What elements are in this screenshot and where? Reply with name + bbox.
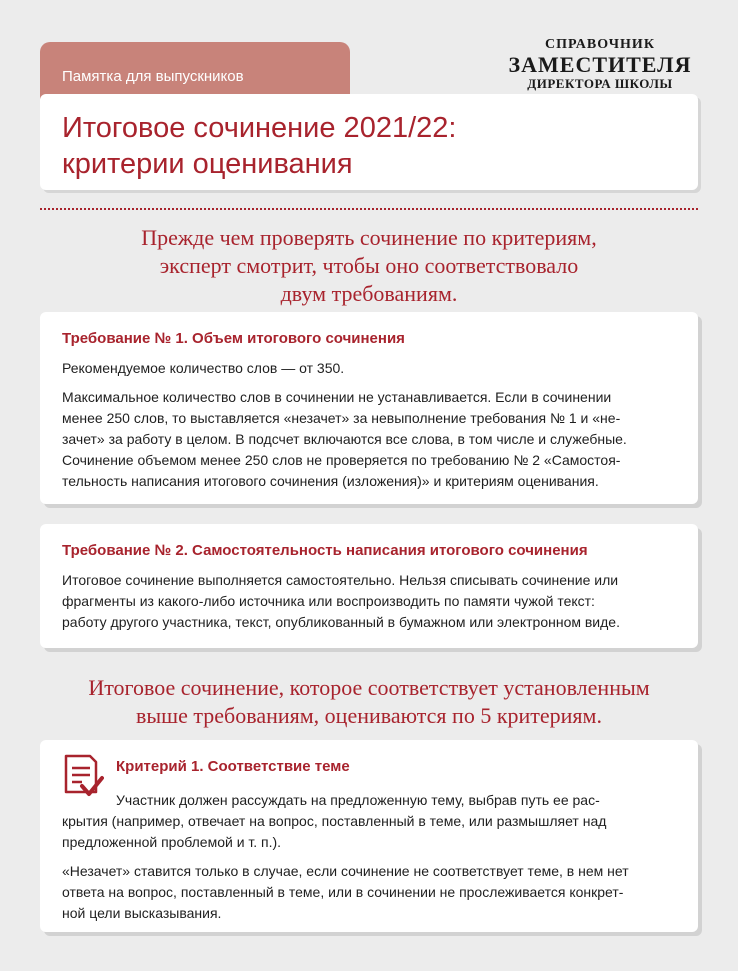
checklist-icon <box>62 754 104 800</box>
header-tab <box>40 42 350 102</box>
criterion1-para2 <box>62 861 676 924</box>
requirement2-para-line: Итоговое сочинение выполняется самостоятельно. Нельзя списывать сочинение или <box>62 572 619 588</box>
requirement1-para1: Рекомендуемое количество слов — от 350. <box>62 360 345 376</box>
requirement2-para-line: фрагменты из какого-либо источника или воспроизводить по памяти чужой текст: <box>62 593 595 609</box>
requirement1-para2-line: менее 250 слов, то выставляется «незачет» за невыполнение требования № 1 и «не- <box>62 410 621 426</box>
requirement2-para-line: работу другого участника, текст, опубликованный в бумажном или электронном виде. <box>62 614 620 630</box>
brand-line1: СПРАВОЧНИК <box>545 37 655 52</box>
brand-line3: ДИРЕКТОРА ШКОЛЫ <box>527 76 673 91</box>
criteria-intro-line2: выше требованиям, оцениваются по 5 критериям. <box>136 703 602 728</box>
intro-line1: Прежде чем проверять сочинение по критериям, <box>141 225 597 250</box>
criterion1-para1-line: Участник должен рассуждать на предложенную тему, выбрав путь ее рас- <box>116 792 600 808</box>
header-tab-label: Памятка для выпускников <box>62 68 244 85</box>
criterion1-para2-line: ной цели высказывания. <box>62 905 222 921</box>
requirement1-title: Требование № 1. Объем итогового сочинения <box>62 330 405 347</box>
intro-text <box>40 224 698 308</box>
criteria-intro-line1: Итоговое сочинение, которое соответствует установленным <box>88 675 650 700</box>
criterion1-title: Критерий 1. Соответствие теме <box>116 758 350 775</box>
requirement2-title: Требование № 2. Самостоятельность написания итогового сочинения <box>62 542 588 559</box>
requirement2-para <box>62 570 676 633</box>
page-title-line1: Итоговое сочинение 2021/22: <box>62 112 457 144</box>
requirement1-para2 <box>62 387 676 492</box>
requirement1-para2-line: Максимальное количество слов в сочинении не устанавливается. Если в сочинении <box>62 389 612 405</box>
criterion1-card <box>40 740 698 932</box>
requirement1-para2-line: Сочинение объемом менее 250 слов не проверяется по требованию № 2 «Самостоя- <box>62 452 621 468</box>
intro-line2: эксперт смотрит, чтобы оно соответствовало <box>159 253 579 278</box>
brand-line2: ЗАМЕСТИТЕЛЯ <box>508 52 692 77</box>
title-box <box>40 94 698 190</box>
page-title-line2: критерии оценивания <box>62 148 353 180</box>
requirement1-card <box>40 312 698 504</box>
criterion1-para2-line: ответа на вопрос, поставленный в теме, или в сочинении не прослеживается конкрет- <box>62 884 624 900</box>
requirement1-para2-line: тельность написания итогового сочинения (изложения)» и критериям оценивания. <box>62 473 599 489</box>
criteria-intro-text <box>40 674 698 730</box>
page-title <box>62 110 698 182</box>
criterion1-para1-line: крытия (например, отвечает на вопрос, поставленный в теме, или размышляет над <box>62 813 607 829</box>
dotted-divider <box>40 208 698 210</box>
criterion1-para1 <box>62 790 676 853</box>
criterion1-para2-line: «Незачет» ставится только в случае, если сочинение не соответствует теме, в нем нет <box>62 863 629 879</box>
brand-logo <box>500 36 700 92</box>
requirement1-para2-line: зачет» за работу в целом. В подсчет включаются все слова, в том числе и служебные. <box>62 431 627 447</box>
criterion1-para1-line: предложенной проблемой и т. п.). <box>62 834 282 850</box>
requirement2-card <box>40 524 698 648</box>
intro-line3: двум требованиям. <box>280 281 458 306</box>
